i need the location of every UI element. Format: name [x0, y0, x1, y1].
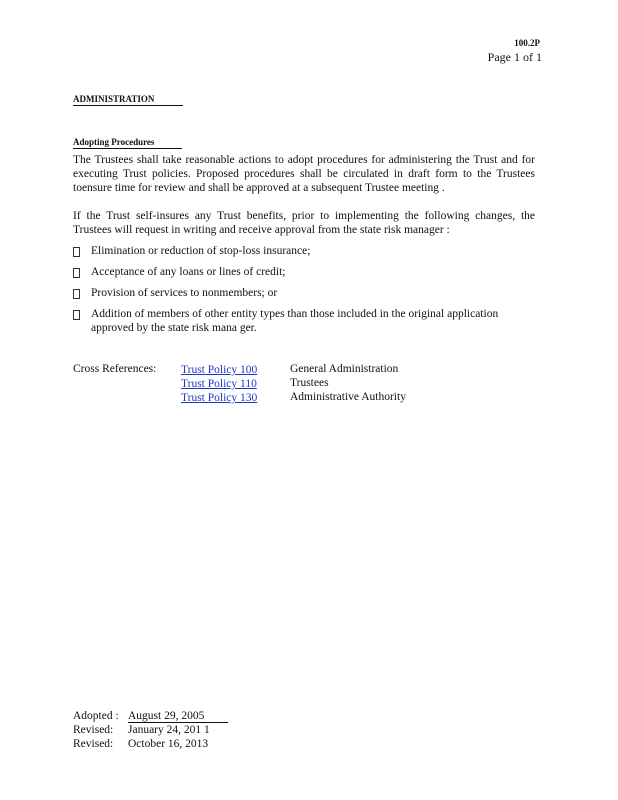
- xref-description: General Administration: [290, 363, 399, 375]
- history-label: Revised:: [73, 738, 114, 750]
- bullet-icon: [73, 268, 80, 278]
- bullet-icon: [73, 247, 80, 257]
- list-item: Provision of services to nonmembers; or: [73, 286, 535, 300]
- history-adopted: [73, 710, 228, 722]
- xref-description: Administrative Authority: [290, 391, 406, 403]
- paragraph-procedures: The Trustees shall take reasonable actions to adopt procedures for administering the Trust and for executing Trust policies. Proposed procedures shall be circulated in draft form to the Trustees toensure time for review and shall be approved at a subsequent Trustee meeting .: [73, 154, 535, 194]
- xref-description: Trustees: [290, 377, 329, 389]
- change-list: [73, 244, 535, 342]
- xref-link-100[interactable]: Trust Policy 100: [181, 364, 258, 376]
- list-item: Addition of members of other entity types than those included in the original application approved by the state risk mana ger.: [73, 307, 535, 335]
- xref-link-110[interactable]: Trust Policy 110: [181, 378, 257, 390]
- history-label: Revised:: [73, 724, 114, 736]
- subsection-title: Adopting Procedures: [73, 137, 182, 149]
- history-label: Adopted :: [73, 710, 119, 722]
- page-number: Page 1 of 1: [487, 50, 542, 64]
- history-revised: [73, 738, 208, 750]
- list-item: Acceptance of any loans or lines of credit;: [73, 265, 535, 279]
- cross-references-label: Cross References:: [73, 363, 157, 375]
- bullet-icon: [73, 289, 80, 299]
- list-item: Elimination or reduction of stop-loss insurance;: [73, 244, 535, 258]
- xref-row: [181, 391, 257, 405]
- history-date: October 16, 2013: [128, 738, 209, 750]
- history-date: August 29, 2005: [128, 710, 228, 723]
- xref-row: [181, 363, 257, 377]
- history-revised: [73, 724, 210, 736]
- section-title: ADMINISTRATION: [73, 94, 183, 106]
- xref-row: [181, 377, 257, 391]
- policy-code: 100.2P: [514, 38, 540, 48]
- history-date: January 24, 201 1: [128, 724, 210, 736]
- xref-link-130[interactable]: Trust Policy 130: [181, 392, 258, 404]
- paragraph-self-insure: If the Trust self-insures any Trust benefits, prior to implementing the following changes, the Trustees will request in writing and receive approval from the state risk manager :: [73, 210, 535, 236]
- bullet-icon: [73, 310, 80, 320]
